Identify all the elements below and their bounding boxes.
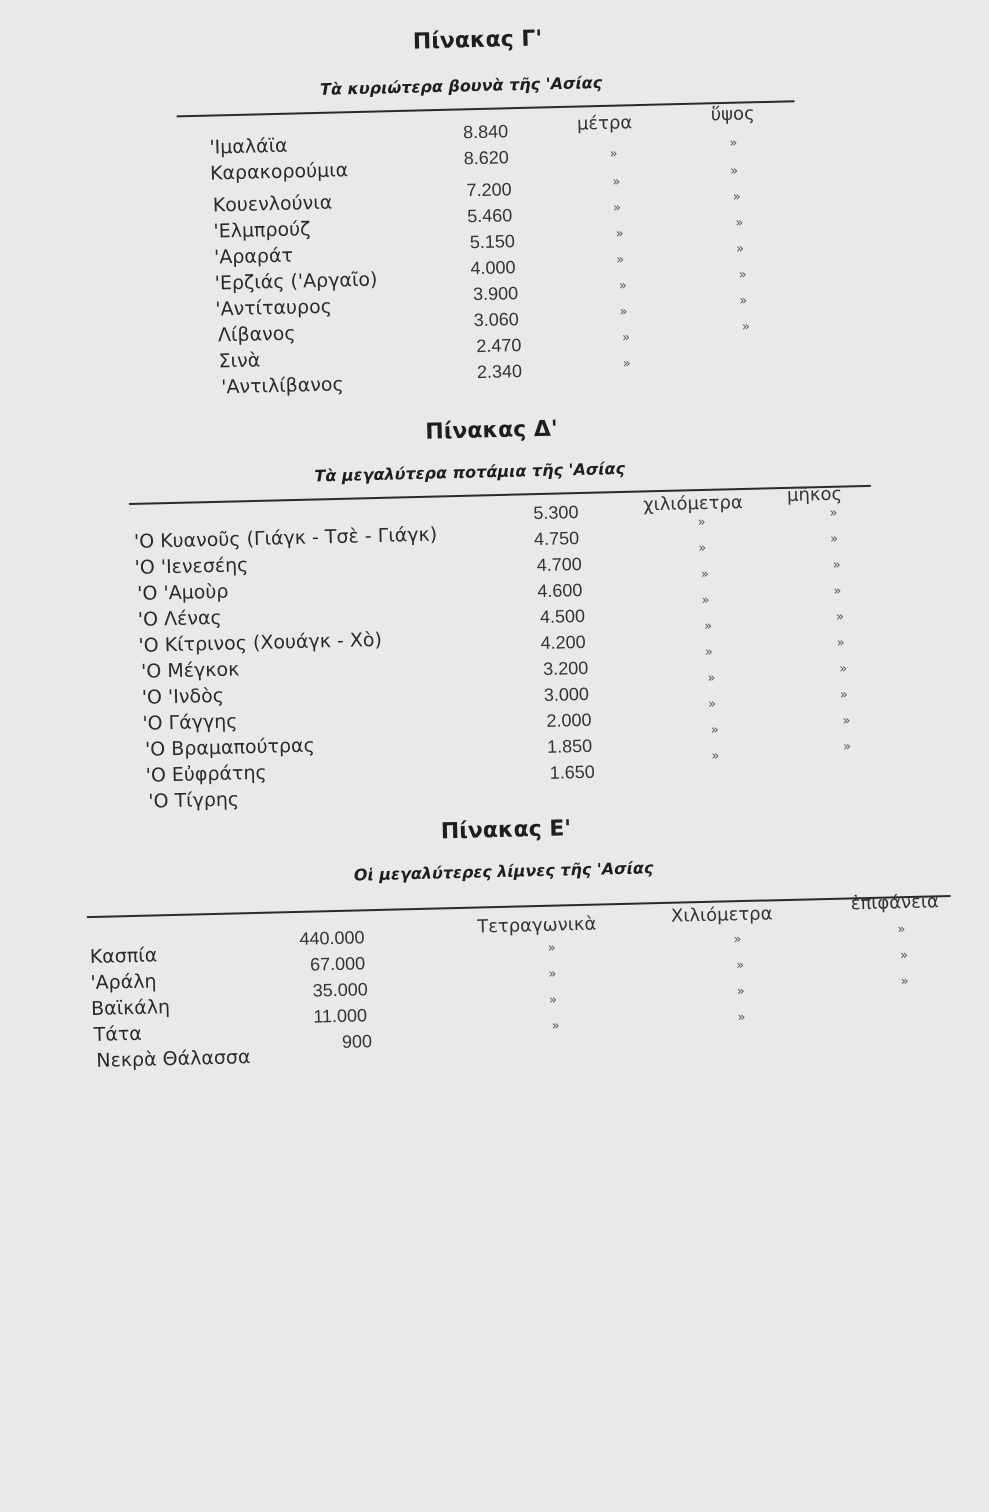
row-name: 'Ο 'Ινδὸς: [141, 684, 225, 709]
row-name: Λίβανος: [217, 322, 296, 347]
row-value: 3.000: [543, 683, 590, 705]
row-name: 'Αντίταυρος: [215, 295, 333, 321]
ditto-mark: »: [839, 687, 849, 703]
row-value: 5.460: [466, 205, 513, 227]
table-title: Πίνακας Δ': [425, 416, 558, 445]
ditto-mark: »: [733, 932, 742, 948]
row-value: 5.300: [533, 502, 579, 524]
row-value: 4.500: [539, 605, 586, 628]
row-value: 1.850: [546, 735, 593, 757]
ditto-mark: »: [612, 174, 621, 190]
table-subtitle: Τὰ κυριώτερα βουνὰ τῆς 'Ασίας: [319, 72, 603, 99]
row-name: 'Ο Γάγγης: [142, 710, 238, 735]
row-value: 4.600: [537, 579, 583, 602]
ditto-mark: »: [836, 635, 845, 651]
row-value: 3.060: [473, 309, 519, 331]
ditto-mark: »: [829, 505, 838, 521]
ditto-mark: »: [735, 215, 744, 231]
ditto-mark: »: [701, 592, 710, 609]
row-value: 67.000: [309, 953, 366, 975]
row-name: 'Ο 'Αμοὺρ: [136, 580, 229, 605]
ditto-mark: »: [741, 319, 751, 335]
ditto-mark: »: [842, 713, 851, 729]
ditto-mark: »: [707, 696, 717, 712]
ditto-mark: »: [736, 984, 745, 1000]
row-name: 'Αραράτ: [213, 244, 294, 269]
ditto-mark: »: [832, 557, 841, 573]
row-value: 3.900: [472, 283, 519, 305]
row-value: 4.700: [536, 553, 582, 576]
ditto-mark: »: [615, 226, 624, 242]
measure-label: μῆκος: [786, 483, 843, 506]
ditto-mark: »: [738, 267, 747, 283]
row-name: 'Ο Τίγρης: [148, 788, 240, 813]
ditto-mark: »: [736, 958, 745, 974]
unit-label-square: Τετραγωνικὰ: [476, 913, 597, 938]
row-value: 1.650: [549, 761, 596, 783]
row-name: 'Ο Βραμαπούτρας: [144, 734, 315, 761]
row-name: 'Ο 'Ιενεσέης: [134, 554, 249, 579]
measure-label: ἐπιφάνεια: [850, 891, 940, 915]
row-name: 'Ερζιάς ('Αργαῖο): [214, 268, 378, 295]
row-name: 'Αντιλίβανος: [221, 373, 344, 399]
ditto-mark: »: [697, 514, 706, 531]
table-title: Πίνακας Γ': [412, 26, 543, 55]
row-name: 'Ο Εὐφράτης: [145, 761, 267, 787]
row-value: 7.200: [466, 179, 512, 201]
ditto-mark: »: [829, 531, 839, 547]
ditto-mark: »: [622, 330, 631, 346]
ditto-mark: »: [835, 609, 845, 625]
ditto-mark: »: [899, 948, 909, 964]
unit-label-km: Χιλιόμετρα: [670, 903, 773, 927]
row-value: 4.000: [470, 257, 516, 279]
table-title: Πίνακας Ε': [440, 816, 572, 845]
ditto-mark: »: [609, 146, 618, 162]
row-name: 'Ιμαλάϊα: [209, 134, 288, 159]
ditto-mark: »: [551, 1018, 560, 1034]
row-value: 3.200: [542, 657, 589, 679]
row-value: 11.000: [313, 1005, 368, 1027]
table-subtitle: Οἱ μεγαλύτερες λίμνες τῆς 'Ασίας: [353, 858, 654, 885]
ditto-mark: »: [548, 992, 558, 1008]
ditto-mark: »: [839, 661, 848, 677]
row-name: 'Ο Μέγκοκ: [140, 658, 240, 683]
ditto-mark: »: [704, 644, 714, 661]
ditto-mark: »: [616, 252, 625, 268]
row-value: 8.620: [463, 147, 510, 169]
row-name: Κουενλούνια: [212, 191, 333, 217]
row-value: 5.150: [469, 231, 516, 253]
row-name: Τάτα: [93, 1022, 143, 1046]
ditto-mark: »: [739, 293, 748, 309]
row-value: 35.000: [312, 979, 368, 1001]
row-name: Νεκρὰ Θάλασσα: [96, 1046, 251, 1072]
row-name: 'Ελμπρούζ: [213, 218, 311, 243]
ditto-mark: »: [735, 241, 745, 257]
row-value: 2.000: [546, 709, 592, 731]
row-value: 4.200: [540, 631, 586, 654]
ditto-mark: »: [843, 739, 852, 755]
unit-label: χιλιόμετρα: [642, 492, 744, 516]
ditto-mark: »: [548, 966, 557, 982]
ditto-mark: »: [698, 540, 707, 557]
row-name: 'Ο Λένας: [137, 606, 222, 631]
ditto-mark: »: [900, 974, 909, 990]
row-value: 4.750: [533, 528, 580, 550]
ditto-mark: »: [704, 618, 713, 635]
row-name: Κασπία: [89, 944, 158, 969]
ditto-mark: »: [711, 748, 720, 764]
ditto-mark: »: [729, 163, 739, 179]
row-value: 2.340: [476, 361, 523, 383]
unit-label: μέτρα: [576, 112, 633, 135]
ditto-mark: »: [707, 670, 716, 686]
ditto-mark: »: [622, 356, 631, 372]
table-subtitle: Τὰ μεγαλύτερα ποτάμια τῆς 'Ασίας: [314, 458, 626, 486]
row-value: 440.000: [299, 927, 365, 949]
row-name: 'Αράλη: [90, 970, 157, 995]
ditto-mark: »: [619, 304, 628, 320]
row-value: 900: [341, 1031, 373, 1052]
ditto-mark: »: [737, 1010, 746, 1026]
row-value: 2.470: [476, 335, 522, 357]
row-name: Βαϊκάλη: [90, 996, 171, 1021]
row-name: 'Ο Κίτρινος (Χουάγκ - Χὸ): [138, 628, 383, 657]
ditto-mark: »: [833, 583, 842, 599]
ditto-mark: »: [729, 135, 738, 151]
row-name: 'Ο Κυανοῦς (Γιάγκ - Τσὲ - Γιάγκ): [133, 523, 438, 553]
ditto-mark: »: [732, 189, 741, 205]
ditto-mark: »: [618, 278, 628, 294]
ditto-mark: »: [897, 922, 906, 938]
ditto-mark: »: [700, 566, 710, 583]
row-name: Σινὰ: [218, 349, 261, 373]
ditto-mark: »: [547, 940, 556, 956]
ditto-mark: »: [612, 200, 622, 216]
measure-label: ὕψος: [710, 103, 755, 126]
ditto-mark: »: [710, 722, 719, 738]
row-name: Καρακορούμια: [209, 159, 349, 185]
row-value: 8.840: [462, 121, 509, 143]
